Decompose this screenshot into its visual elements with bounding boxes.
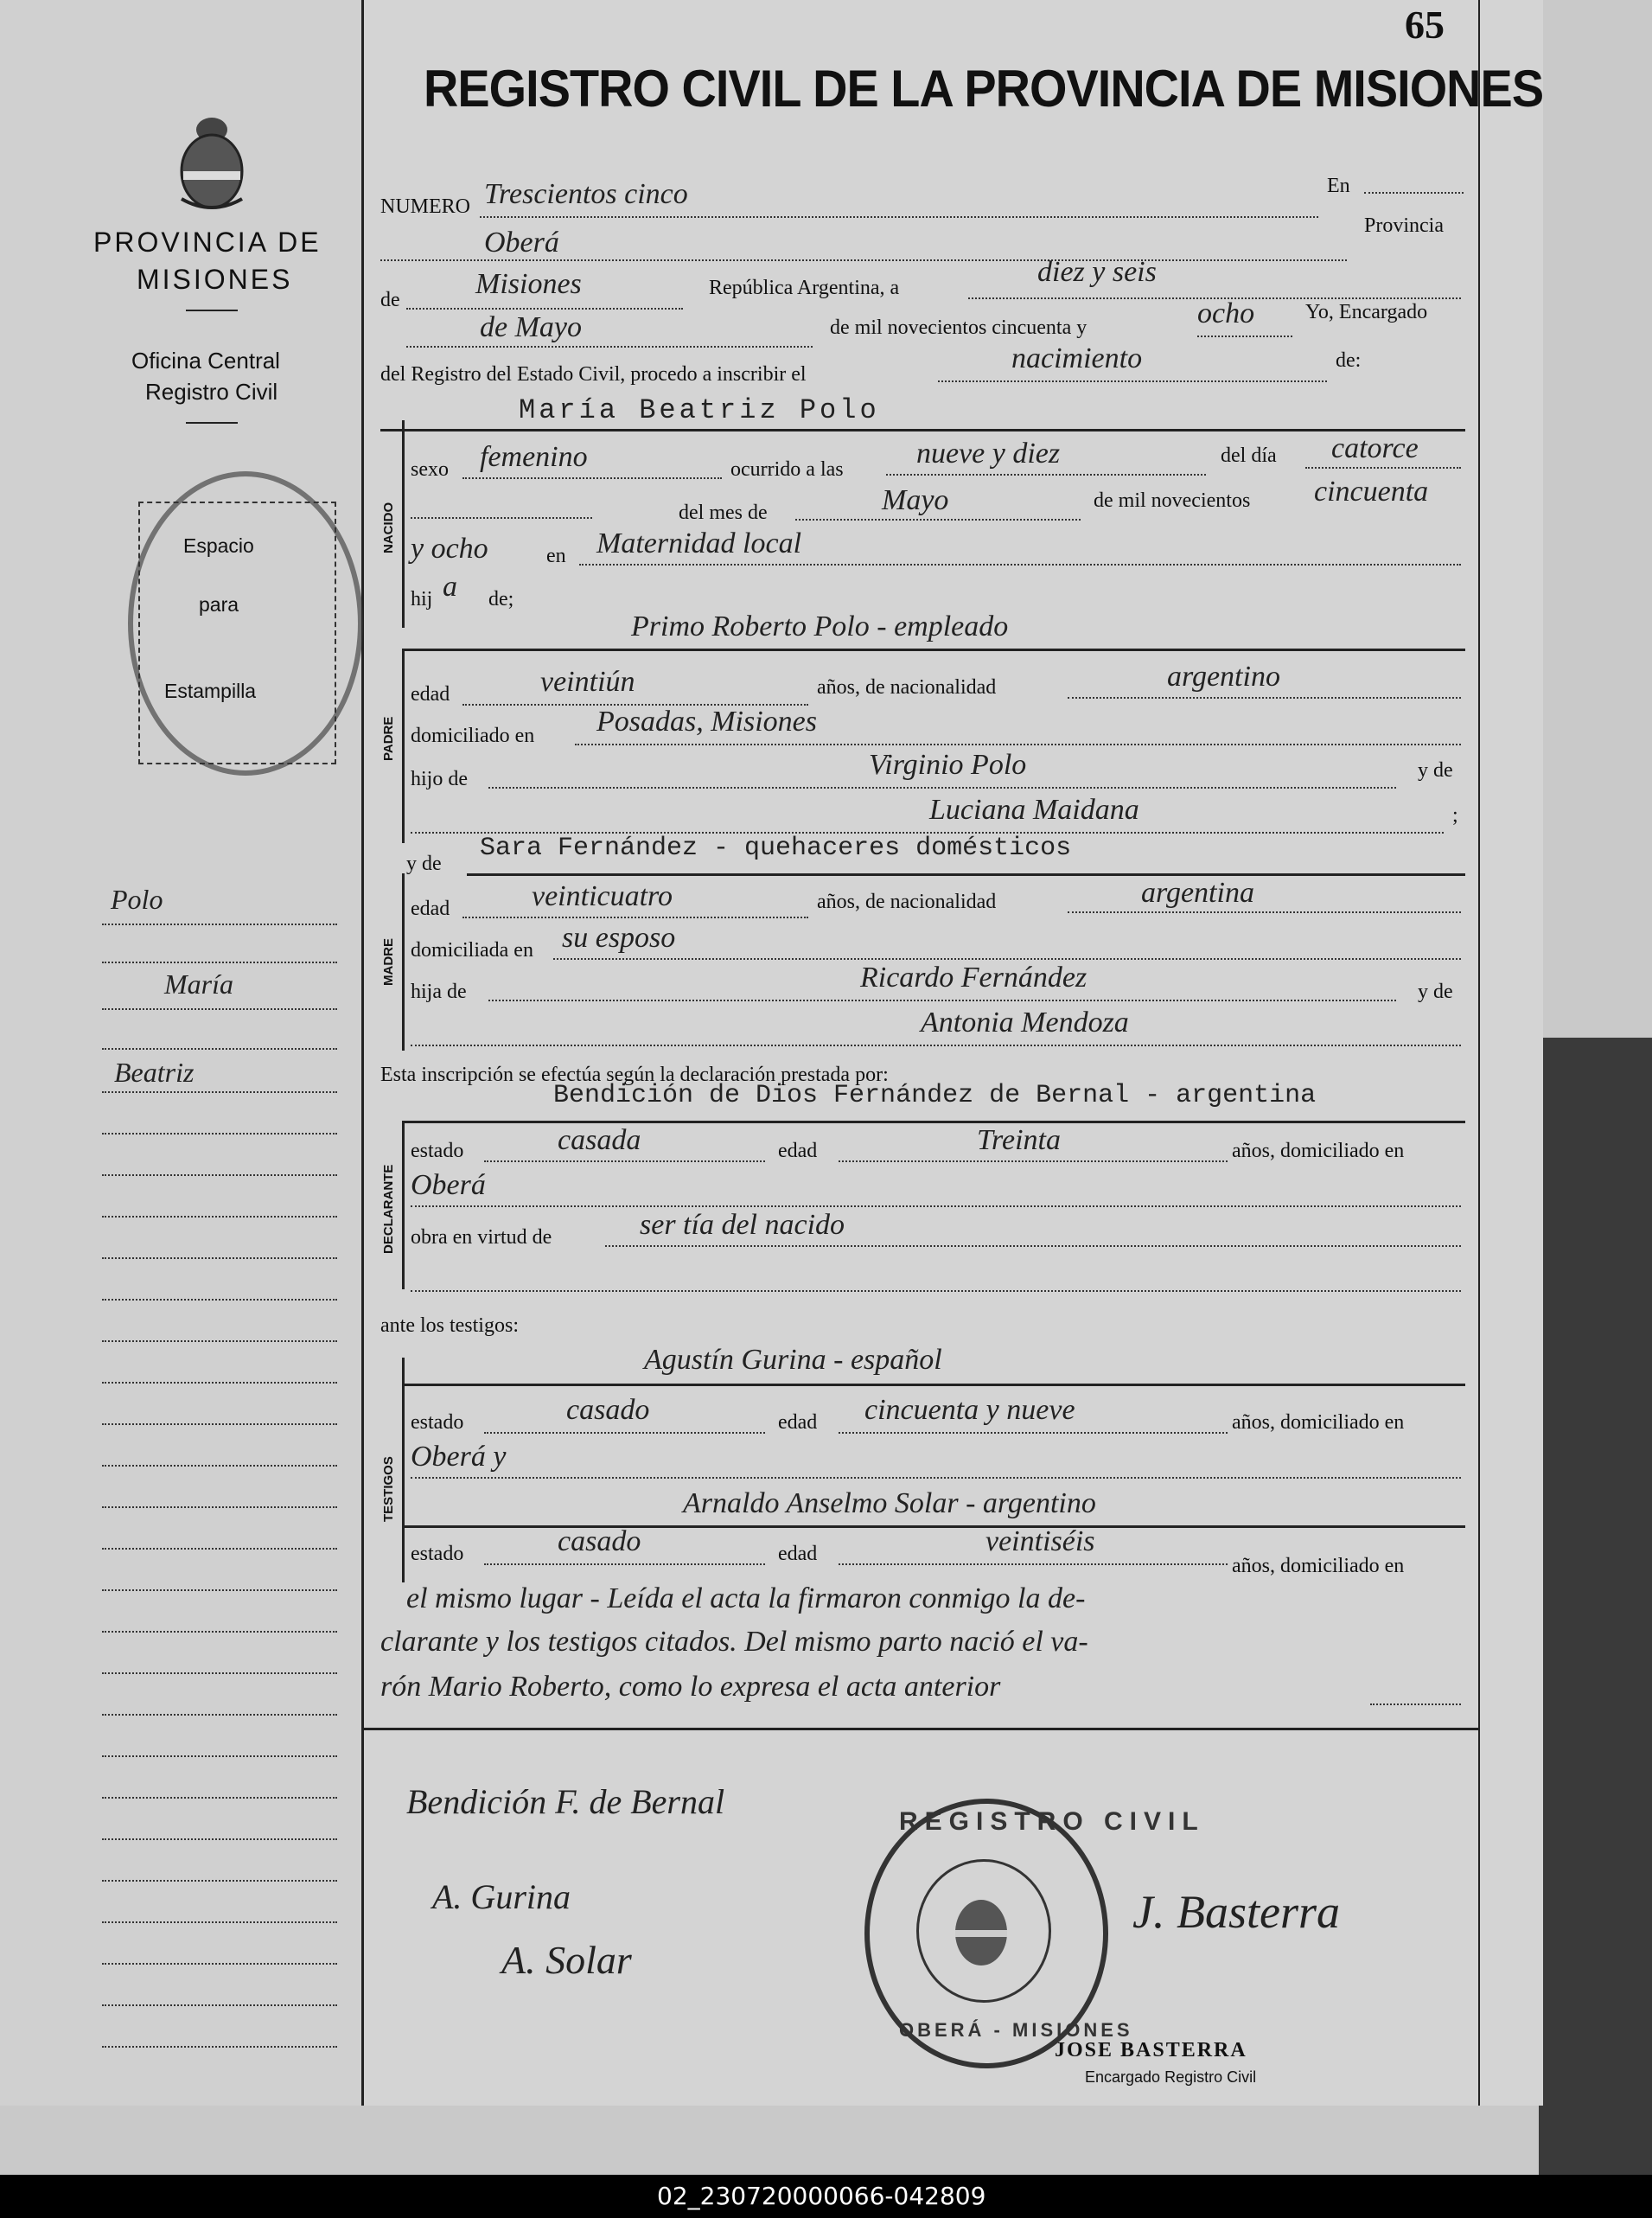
- side-label-declarante: DECLARANTE: [381, 1164, 396, 1254]
- label-de-colon: de:: [1336, 349, 1362, 372]
- hw-decl-dom: Oberá: [411, 1169, 486, 1201]
- hw-sexo: femenino: [480, 441, 588, 473]
- label-estado-t1: estado: [411, 1411, 464, 1434]
- hw-testigo1: Agustín Gurina - español: [644, 1344, 942, 1376]
- label-declaracion: Esta inscripción se efectúa según la declaración prestada por:: [380, 1064, 889, 1086]
- label-del-dia: del día: [1221, 444, 1277, 467]
- label-del-mes: del mes de: [679, 502, 768, 524]
- label-hija-de: hija de: [411, 981, 467, 1003]
- label-anos-dom-decl: años, domiciliado en: [1232, 1140, 1405, 1162]
- stamp-box-line-2: para: [199, 593, 239, 616]
- side-label-madre: MADRE: [381, 938, 396, 986]
- hw-declarante: Bendición de Dios Fernández de Bernal - argentina: [553, 1081, 1317, 1110]
- hw-padre: Primo Roberto Polo - empleado: [631, 610, 1009, 642]
- hw-padre-madre: Luciana Maidana: [929, 794, 1139, 826]
- divider: [186, 310, 238, 311]
- hw-anio-nac-2: y ocho: [411, 533, 488, 565]
- page-number: 65: [1405, 3, 1445, 47]
- stamp-text-top: REGISTRO CIVIL: [899, 1807, 1205, 1836]
- label-domiciliado-padre: domiciliado en: [411, 725, 535, 747]
- stamp-box-line-3: Estampilla: [164, 680, 257, 702]
- label-anos-dom-t1: años, domiciliado en: [1232, 1411, 1405, 1434]
- right-margin-line: [1478, 0, 1480, 2106]
- label-de-mil-cincuenta: de mil novecientos cincuenta y: [830, 316, 1088, 339]
- divider: [186, 422, 238, 424]
- footer-bar: [0, 2175, 1652, 2218]
- hw-hora: nueve y diez: [916, 438, 1061, 470]
- label-estado-t2: estado: [411, 1543, 464, 1565]
- hw-dia-nac: catorce: [1331, 432, 1419, 464]
- stamp-box-line-1: Espacio: [183, 534, 254, 557]
- label-de-semicolon: de;: [488, 588, 514, 610]
- hw-madre-nac: argentina: [1141, 877, 1254, 909]
- label-edad-t2: edad: [778, 1543, 818, 1565]
- hw-madre-padre: Ricardo Fernández: [860, 962, 1088, 994]
- label-ocurrido: ocurrido a las: [730, 458, 844, 481]
- coat-of-arms-icon: [173, 104, 251, 216]
- office-line-1: Oficina Central: [131, 348, 280, 374]
- label-anos-dom-t2: años, domiciliado en: [1232, 1555, 1405, 1577]
- stamped-name: JOSE BASTERRA: [1055, 2039, 1247, 2061]
- label-yo-encargado: Yo, Encargado: [1305, 301, 1428, 323]
- coat-of-arms-icon: [947, 1885, 1016, 1972]
- page-title: REGISTRO CIVIL DE LA PROVINCIA DE MISIONES: [424, 60, 1544, 118]
- office-line-2: Registro Civil: [145, 379, 278, 405]
- label-estado-decl: estado: [411, 1140, 464, 1162]
- label-del-registro: del Registro del Estado Civil, procedo a inscribir el: [380, 363, 807, 386]
- hw-padre-edad: veintiún: [540, 666, 635, 698]
- registro-civil-stamp-left: [128, 471, 363, 776]
- label-de-mil: de mil novecientos: [1094, 489, 1251, 512]
- province-line-1: PROVINCIA DE: [93, 227, 322, 258]
- label-republica: República Argentina, a: [709, 277, 900, 299]
- hw-decl-virtud: ser tía del nacido: [640, 1209, 845, 1241]
- label-domiciliada: domiciliada en: [411, 939, 533, 962]
- margin-middle-name: Beatriz: [114, 1057, 195, 1088]
- hw-madre-dom: su esposo: [562, 922, 676, 954]
- hw-padre-padre: Virginio Polo: [869, 749, 1027, 781]
- hw-madre-madre: Antonia Mendoza: [921, 1007, 1129, 1039]
- label-obra-virtud: obra en virtud de: [411, 1226, 552, 1249]
- hw-mes-nac: Mayo: [882, 484, 949, 516]
- province-line-2: MISIONES: [137, 264, 293, 295]
- hw-decl-estado: casada: [558, 1124, 641, 1156]
- hw-dia: diez y seis: [1037, 256, 1157, 288]
- label-numero: NUMERO: [380, 195, 471, 218]
- margin-surname: Polo: [111, 884, 163, 915]
- hw-padre-nac: argentino: [1167, 661, 1280, 693]
- label-edad-madre: edad: [411, 898, 450, 920]
- stamp-text-bottom: OBERÁ - MISIONES: [899, 2019, 1133, 2041]
- label-y-de-padre: y de: [1418, 759, 1453, 782]
- book-spine: [1539, 1038, 1652, 2175]
- hw-obs-line3: rón Mario Roberto, como lo expresa el acta anterior: [380, 1671, 1001, 1703]
- hw-padre-dom: Posadas, Misiones: [596, 706, 817, 738]
- hw-mes: de Mayo: [480, 311, 583, 343]
- signature-declarante: Bendición F. de Bernal: [406, 1782, 725, 1821]
- hw-tipo: nacimiento: [1011, 342, 1143, 374]
- label-y-de-madre: y de: [406, 853, 442, 875]
- hw-hij: a: [443, 571, 457, 603]
- side-label-nacido: NACIDO: [381, 502, 396, 553]
- hw-t1-edad: cincuenta y nueve: [864, 1394, 1075, 1426]
- hw-anio: ocho: [1197, 297, 1255, 329]
- label-ante-testigos: ante los testigos:: [380, 1314, 519, 1337]
- label-en-lugar: en: [546, 545, 566, 567]
- hw-madre: Sara Fernández - quehaceres domésticos: [480, 834, 1072, 863]
- label-hij: hij: [411, 588, 433, 610]
- footer-id: 02_230720000066-042809: [657, 2182, 986, 2210]
- hw-numero: Trescientos cinco: [484, 178, 688, 210]
- label-hijo-de: hijo de: [411, 768, 468, 790]
- hw-testigo2: Arnaldo Anselmo Solar - argentino: [683, 1487, 1096, 1519]
- hw-t2-estado: casado: [558, 1525, 641, 1557]
- hw-nombre: María Beatriz Polo: [519, 394, 880, 426]
- encargado-label: Encargado Registro Civil: [1085, 2068, 1257, 2086]
- signature-testigo1: A. Gurina: [432, 1877, 571, 1916]
- hw-t1-estado: casado: [566, 1394, 650, 1426]
- hw-ciudad: Oberá: [484, 227, 559, 259]
- label-de: de: [380, 289, 400, 311]
- label-y-de-madre-2: y de: [1418, 981, 1453, 1003]
- label-edad-padre: edad: [411, 683, 450, 706]
- hw-t2-dom: el mismo lugar - Leída el acta la firmaron conmigo la de-: [406, 1582, 1086, 1614]
- label-anos-nacionalidad-madre: años, de nacionalidad: [817, 891, 997, 913]
- side-label-padre: PADRE: [381, 716, 396, 761]
- hw-anio-nac: cincuenta: [1314, 476, 1429, 508]
- hw-madre-edad: veinticuatro: [532, 880, 673, 912]
- side-label-testigos: TESTIGOS: [381, 1456, 396, 1522]
- hw-obs-line2: clarante y los testigos citados. Del mismo parto nació el va-: [380, 1626, 1088, 1658]
- left-margin-column: [0, 0, 364, 2106]
- hw-decl-edad: Treinta: [977, 1124, 1061, 1156]
- signature-testigo2: A. Solar: [501, 1938, 632, 1982]
- label-edad-decl: edad: [778, 1140, 818, 1162]
- label-semicolon: ;: [1452, 804, 1458, 827]
- label-en: En: [1327, 175, 1350, 197]
- label-anos-nacionalidad-padre: años, de nacionalidad: [817, 676, 997, 699]
- signature-encargado: J. Basterra: [1132, 1886, 1340, 1938]
- hw-lugar: Maternidad local: [596, 527, 802, 559]
- label-edad-t1: edad: [778, 1411, 818, 1434]
- hw-provincia: Misiones: [475, 268, 582, 300]
- label-sexo: sexo: [411, 458, 449, 481]
- label-provincia: Provincia: [1364, 214, 1444, 237]
- hw-t1-dom: Oberá y: [411, 1441, 507, 1473]
- hw-t2-edad: veintiséis: [985, 1525, 1095, 1557]
- margin-first-name: María: [164, 968, 233, 1000]
